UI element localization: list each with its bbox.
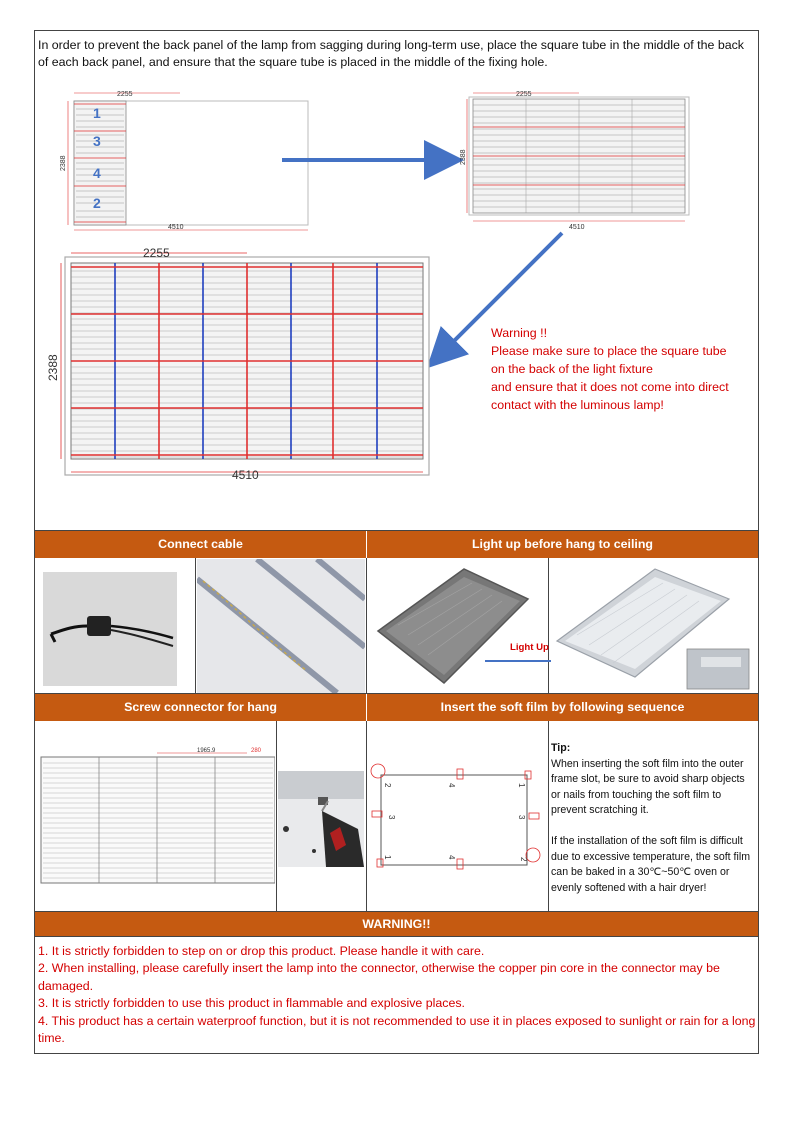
instruction-sheet (34, 30, 759, 1054)
divider (548, 558, 549, 693)
dim-height-small-2: 2388 (460, 149, 467, 165)
cable-connector-photo (43, 572, 177, 686)
film-seq-4: 4 (447, 783, 456, 788)
warning-item: 4. This product has a certain waterproof function, but it is not recommended to use it in places exposed to sunlight or rain for a long time. (38, 1013, 756, 1046)
panel-before-light-photo (368, 559, 548, 693)
diagram-full-grid-small (460, 91, 689, 231)
screw-drill-photo (278, 771, 364, 867)
film-seq-2: 2 (383, 783, 392, 788)
warning-item: 3. It is strictly forbidden to use this product in flammable and explosive places. (38, 996, 465, 1011)
dim-width-small-2: 2255 (516, 91, 532, 98)
divider (35, 936, 758, 937)
warning-note (491, 326, 729, 412)
tip-block (551, 741, 757, 896)
intro-paragraph: In order to prevent the back panel of the lamp from sagging during long-term use, place the square tube in the middle of the back of each back panel, and ensure that the square tube is placed in the middle of the fixing hole. (38, 38, 745, 69)
divider (276, 721, 277, 911)
panel-number-4: 4 (93, 165, 101, 181)
panel-lit-photo (551, 559, 757, 693)
light-up-label: Light Up (510, 642, 549, 653)
divider (366, 558, 367, 693)
dim-total-small-1: 4510 (168, 224, 184, 231)
header-connect-cable: Connect cable (158, 537, 243, 551)
divider (548, 721, 549, 911)
warning-note-line: and ensure that it does not come into direct (491, 380, 729, 394)
dim-height-large: 2388 (46, 354, 60, 381)
section-header-row-2 (35, 694, 758, 721)
header-warning: WARNING!! (362, 917, 431, 931)
panel-number-1: 1 (93, 105, 101, 121)
dim-width-large: 2255 (143, 246, 170, 260)
hang-dimension-diagram (39, 747, 275, 887)
section-header-row-1 (35, 531, 758, 558)
panel-number-3: 3 (93, 133, 101, 149)
cable-strip-photo (197, 559, 365, 693)
diagram-full-grid-large (46, 246, 429, 482)
film-seq-3: 3 (387, 815, 396, 820)
tip-title: Tip: (551, 742, 571, 754)
warning-note-line: on the back of the light fixture (491, 362, 653, 376)
warning-note-line: Please make sure to place the square tube (491, 344, 727, 358)
warning-item: 1. It is strictly forbidden to step on or drop this product. Please handle it with care. (38, 944, 485, 958)
film-seq-2: 2 (519, 857, 528, 862)
section-header-warning (35, 912, 758, 936)
dim-total-large: 4510 (232, 468, 259, 482)
hang-dim-left: 1965.9 (197, 748, 216, 754)
dim-width-small-1: 2255 (117, 91, 133, 98)
dim-height-small-1: 2388 (60, 155, 67, 171)
panel-number-2: 2 (93, 195, 101, 211)
film-seq-3: 3 (517, 815, 526, 820)
divider (195, 558, 196, 693)
header-screw-connector: Screw connector for hang (124, 700, 277, 714)
hang-dim-right: 280 (251, 748, 262, 754)
tip-paragraph-2: If the installation of the soft film is difficult due to excessive temperature, the soft film can be baked in a 30℃~50℃ oven or evenly softened with a hair dryer! (551, 834, 751, 894)
header-insert-film: Insert the soft film by following sequence (440, 700, 685, 714)
film-seq-1: 1 (383, 855, 392, 860)
film-sequence-diagram (369, 757, 547, 879)
divider (366, 721, 367, 911)
warning-note-title: Warning !! (491, 326, 548, 340)
panel-layout-diagrams (35, 31, 758, 501)
film-seq-4: 4 (447, 855, 456, 860)
dim-total-small-2: 4510 (569, 224, 585, 231)
header-light-up: Light up before hang to ceiling (471, 537, 654, 551)
tip-paragraph-1: When inserting the soft film into the outer frame slot, be sure to avoid sharp objects or nails from touching the soft film to prevent scratching it. (551, 757, 745, 817)
warning-list (38, 943, 756, 1047)
tip-spacer (551, 819, 757, 834)
film-seq-1: 1 (517, 783, 526, 788)
warning-item: 2. When installing, please carefully insert the lamp into the connector, otherwise the copper pin core in the connector may be damaged. (38, 961, 720, 993)
warning-note-line: contact with the luminous lamp! (491, 398, 664, 412)
diagram-single-panel (60, 91, 308, 231)
